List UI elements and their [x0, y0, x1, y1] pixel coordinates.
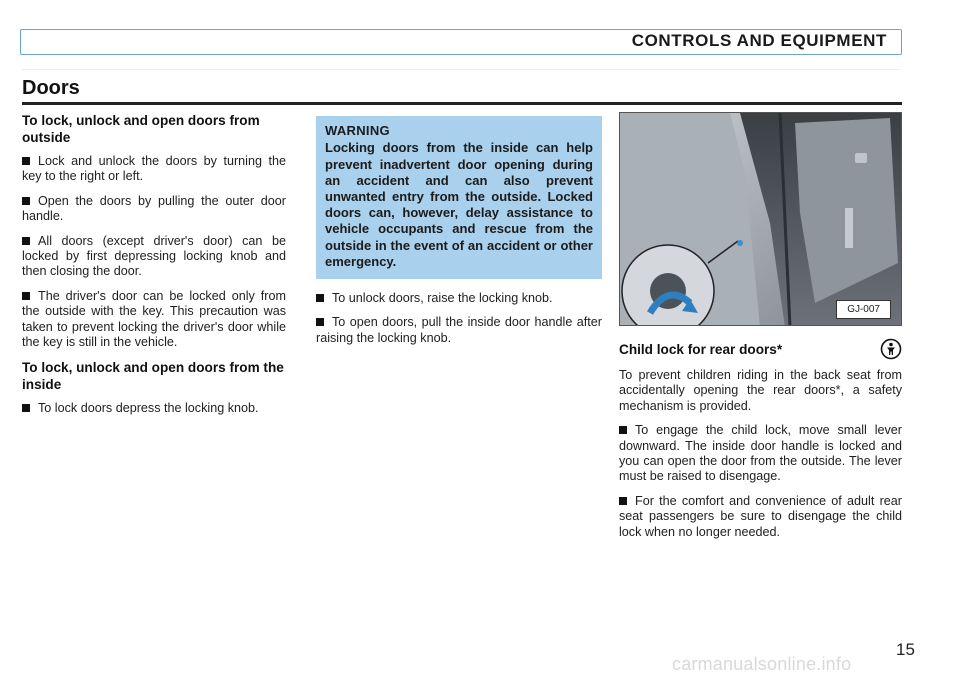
list-item	[619, 423, 902, 485]
door-illustration	[620, 113, 902, 326]
page-title: Doors	[22, 77, 80, 99]
warning-title: WARNING	[325, 123, 390, 138]
bullet-text: To unlock doors, raise the locking knob.	[332, 291, 553, 306]
bullet-icon	[22, 157, 30, 165]
bullet-text: Open the doors by pulling the outer door handle.	[22, 193, 286, 224]
list-item	[22, 194, 286, 225]
warning-text: Locking doors from the inside can help prevent inadvertent door opening during an accident and can also prevent unwanted entry from the outside. Locked doors can, however, delay assistance to vehicle occupants and rescue from the outside in the event of an accident or other emergency.	[325, 140, 593, 269]
bullet-text: To open doors, pull the inside door handle after raising the locking knob.	[316, 315, 602, 345]
header-title: CONTROLS AND EQUIPMENT	[631, 31, 887, 50]
column-3	[619, 112, 902, 549]
warning-box	[316, 116, 602, 279]
bullet-text: Lock and unlock the doors by turning the key to the right or left.	[22, 154, 286, 184]
divider	[22, 69, 900, 70]
list-item	[316, 291, 602, 306]
list-item	[22, 234, 286, 280]
figure-label: GJ-007	[836, 300, 891, 319]
column-1	[22, 112, 286, 426]
bullet-icon	[316, 294, 324, 302]
list-item	[316, 315, 602, 346]
bullet-icon	[22, 237, 30, 245]
watermark: carmanualsonline.info	[672, 654, 852, 674]
bullet-text: For the comfort and convenience of adult rear seat passengers be sure to disengage the child lock when no longer needed.	[619, 493, 902, 539]
heading-inside: To lock, unlock and open doors from the inside	[22, 360, 284, 393]
heading-child-lock: Child lock for rear doors*	[619, 341, 783, 357]
header-bar	[20, 29, 902, 55]
page-number: 15	[896, 640, 915, 659]
list-item	[22, 401, 286, 416]
bullet-icon	[619, 426, 627, 434]
bullet-icon	[22, 197, 30, 205]
door-photo	[619, 112, 902, 326]
childlock-heading-row	[619, 338, 902, 360]
bullet-text: To lock doors depress the locking knob.	[38, 401, 259, 416]
intro-text: To prevent children riding in the back seat from accidentally opening the rear doors*, a safety mechanism is provided.	[619, 368, 902, 413]
list-item	[619, 494, 902, 540]
bullet-text: To engage the child lock, move small lever downward. The inside door handle is locked and you can open the door from the outside. The lever must be raised to disengage.	[619, 423, 902, 484]
list-item	[22, 154, 286, 185]
bullet-icon	[619, 497, 627, 505]
bullet-icon	[22, 404, 30, 412]
bullet-text: All doors (except driver's door) can be locked by first depressing locking knob and then closing the door.	[22, 233, 286, 279]
list-item	[22, 289, 286, 351]
bullet-text: The driver's door can be locked only from the outside with the key. This precaution was taken to prevent locking the driver's door while the key is still in the vehicle.	[22, 288, 286, 350]
child-lock-icon	[880, 338, 902, 360]
bullet-icon	[316, 318, 324, 326]
heading-outside: To lock, unlock and open doors from outside	[22, 113, 260, 145]
title-rule	[22, 102, 902, 105]
bullet-icon	[22, 292, 30, 300]
column-2	[316, 116, 602, 355]
